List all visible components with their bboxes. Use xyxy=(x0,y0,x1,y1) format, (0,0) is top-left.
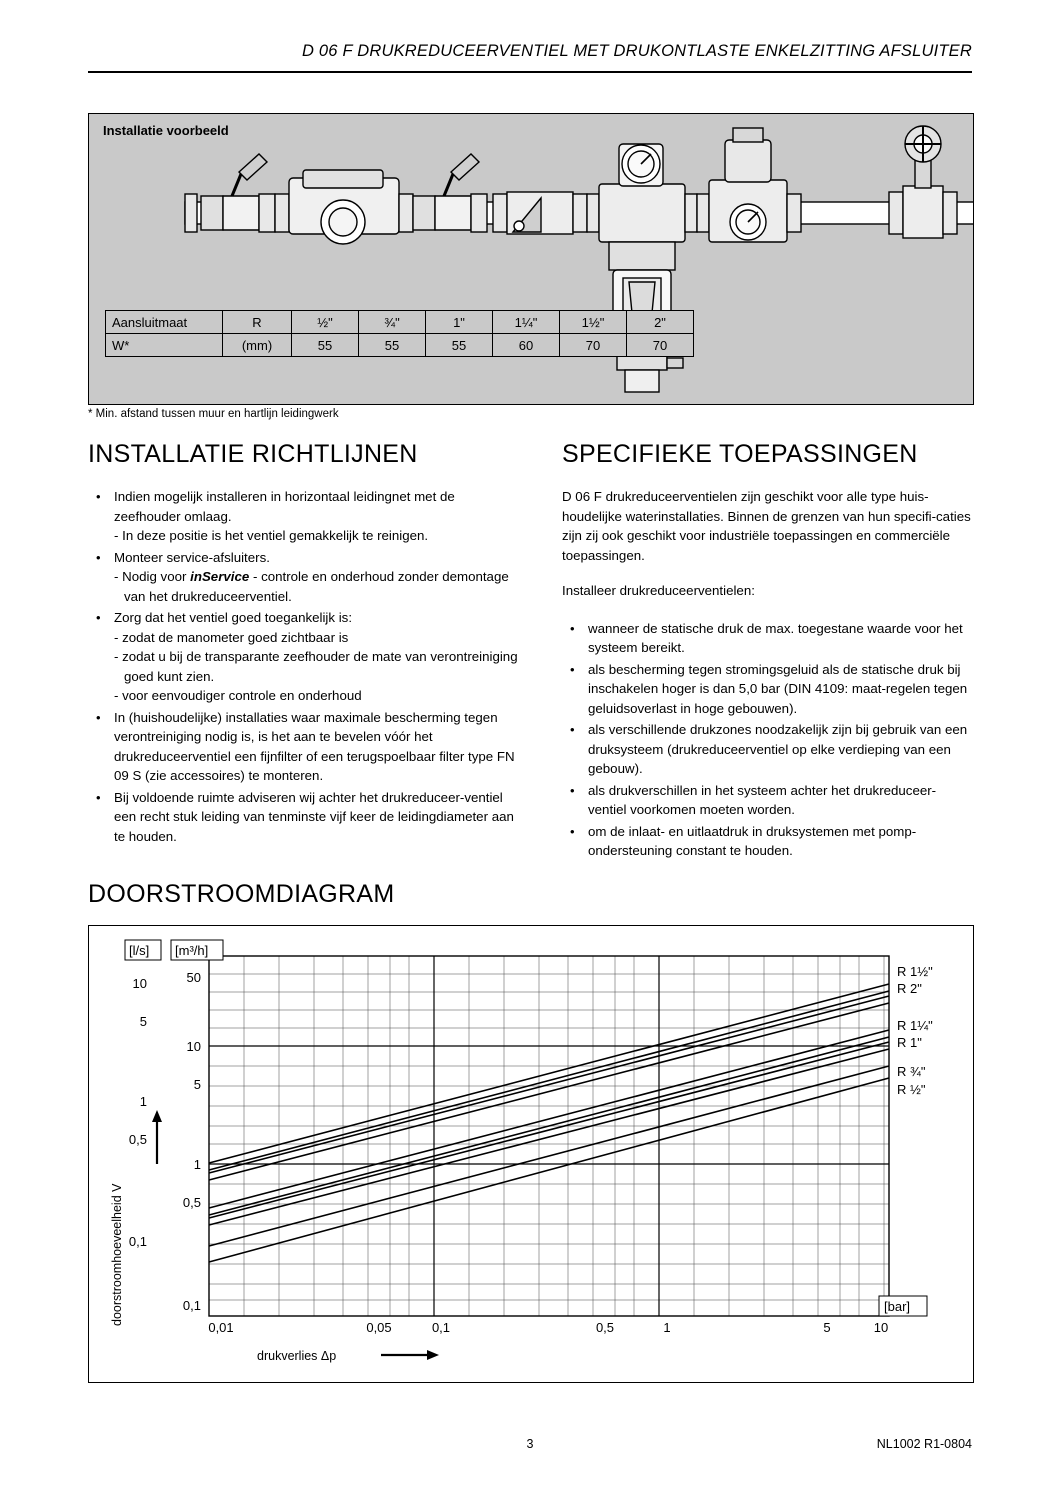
cell: 1" xyxy=(426,311,493,334)
header-title: D 06 F DRUKREDUCEERVENTIEL MET DRUKONTLASTE ENKELZITTING AFSLUITER xyxy=(302,42,972,60)
y-tick-m3h: 10 xyxy=(186,1039,201,1054)
lead-paragraph: Installeer drukreduceerventielen: xyxy=(562,583,755,598)
list-item xyxy=(88,608,518,706)
curve-label: R 1" xyxy=(897,1035,922,1050)
cell: ½" xyxy=(292,311,359,334)
installation-example-title: Installatie voorbeeld xyxy=(103,123,229,138)
header-rule xyxy=(88,71,972,73)
emphasis-inservice: inService xyxy=(190,569,250,584)
x-axis-label: drukverlies Δp xyxy=(257,1349,337,1363)
table-row xyxy=(106,334,694,357)
y-tick-m3h: 1 xyxy=(193,1157,201,1172)
installation-example-box xyxy=(88,113,974,405)
y-tick-ls: 0,1 xyxy=(128,1234,147,1249)
curve-label: R 2" xyxy=(897,981,922,996)
item-main: Monteer service-afsluiters. xyxy=(114,549,270,565)
x-tick: 0,1 xyxy=(431,1320,451,1335)
list-item: • als drukverschillen in het systeem achter het drukreduceer-ventiel voorkomen moeten worden. xyxy=(562,781,974,820)
intro-paragraph: D 06 F drukreduceerventielen zijn geschikt voor alle type huis-houdelijke waterinstallaties. Binnen de grenzen van hun specifi-caties zijn zij ook geschikt voor industriële toepassingen en commerciële toepassingen. xyxy=(562,489,971,563)
cell: 55 xyxy=(292,334,359,357)
list-item xyxy=(88,708,518,786)
section-heading-diagram: DOORSTROOMDIAGRAM xyxy=(88,880,395,908)
x-tick: 10 xyxy=(873,1320,889,1335)
x-axis-unit: [bar] xyxy=(884,1299,911,1314)
item-sub: - Nodig voor inService - controle en onderhoud zonder demontage van het drukreduceerventiel. xyxy=(114,569,509,604)
cell: 60 xyxy=(493,334,560,357)
x-tick: 5 xyxy=(823,1320,831,1335)
y-tick-ls: 5 xyxy=(139,1014,147,1029)
list-item: • als bescherming tegen stromingsgeluid als de statische druk bij inschakelen hoger is dan 5,0 bar (DIN 4109: maat-regelen tegen geluidsoverlast in hoge gebouwen). xyxy=(562,660,974,719)
y-tick-ls: 10 xyxy=(132,976,147,991)
item-main: In (huishoudelijke) installaties waar maximale bescherming tegen verontreiniging nodig is, is het aan te bevelen vóór het drukreduceerventiel een fijnfilter of een terugspoelbaar filter type FN 09 S (zie accessoires) te monteren. xyxy=(114,709,515,783)
item-sub: - zodat u bij de transparante zeefhouder de mate van verontreiniging goed kunt zien. xyxy=(114,649,518,684)
cell: 55 xyxy=(426,334,493,357)
item-sub: - voor eenvoudiger controle en onderhoud xyxy=(114,688,362,703)
y-axis-label: doorstroomhoeveelheid V xyxy=(110,1183,124,1326)
list-item xyxy=(88,487,518,546)
list-item: • wanneer de statische druk de max. toegestane waarde voor het systeem bereikt. xyxy=(562,619,974,658)
curve-label: R 1½" xyxy=(897,964,933,979)
page-header xyxy=(88,42,972,73)
cell: 1½" xyxy=(560,311,627,334)
list-item xyxy=(88,548,518,607)
item-sub: - zodat de manometer goed zichtbaar is xyxy=(114,629,349,645)
x-tick: 0,5 xyxy=(595,1320,615,1335)
section-heading-right: SPECIFIEKE TOEPASSINGEN xyxy=(562,440,918,468)
x-tick: 0,05 xyxy=(366,1320,392,1335)
cell: 70 xyxy=(560,334,627,357)
row-unit: R xyxy=(223,311,292,334)
y-tick-m3h: 5 xyxy=(193,1077,201,1092)
cell: 70 xyxy=(627,334,694,357)
x-tick: 1 xyxy=(663,1320,671,1335)
section-heading-left: INSTALLATIE RICHTLIJNEN xyxy=(88,440,418,468)
item-sub: - In deze positie is het ventiel gemakkelijk te reinigen. xyxy=(114,528,429,543)
y-tick-ls: 1 xyxy=(139,1094,147,1109)
cell: ¾" xyxy=(359,311,426,334)
x-tick: 0,01 xyxy=(208,1320,234,1335)
curve-label: R ½" xyxy=(897,1082,926,1097)
item-main: Indien mogelijk installeren in horizontaal leidingnet met de zeefhouder omlaag. xyxy=(114,489,455,524)
document-code: NL1002 R1-0804 xyxy=(876,1437,972,1451)
row-unit: (mm) xyxy=(223,334,292,357)
list-item: • om de inlaat- en uitlaatdruk in druksystemen met pomp-ondersteuning constant te houden. xyxy=(562,822,974,861)
row-label: Aansluitmaat xyxy=(106,311,223,334)
flow-diagram xyxy=(88,925,974,1383)
cell: 2" xyxy=(627,311,694,334)
y-tick-m3h: 50 xyxy=(186,970,201,985)
curve-label: R ¾" xyxy=(897,1064,926,1079)
cell: 1¼" xyxy=(493,311,560,334)
item-main: Zorg dat het ventiel goed toegankelijk is: xyxy=(114,610,353,625)
y-tick-ls: 0,5 xyxy=(128,1132,147,1147)
section-specific-applications xyxy=(562,440,974,863)
section-installation-guidelines xyxy=(88,440,518,848)
flow-diagram-svg xyxy=(89,926,973,1382)
list-item xyxy=(88,788,518,847)
applications-list xyxy=(562,619,974,861)
installation-footnote: * Min. afstand tussen muur en hartlijn leidingwerk xyxy=(88,408,339,420)
list-item: • als verschillende drukzones noodzakelijk zijn bij gebruik van een druksysteem (drukreduceerventiel op elke verdieping van een gebouw). xyxy=(562,720,974,779)
curve-label: R 1¼" xyxy=(897,1018,933,1033)
installation-schematic xyxy=(89,114,973,404)
item-main: Bij voldoende ruimte adviseren wij achter het drukreduceer-ventiel een recht stuk leiding van tenminste vijf keer de leidingdiameter aan te houden. xyxy=(114,789,514,844)
y-tick-m3h: 0,1 xyxy=(182,1298,201,1313)
y-tick-m3h: 0,5 xyxy=(182,1195,201,1210)
row-label: W* xyxy=(106,334,223,357)
dimension-table xyxy=(105,310,694,357)
table-row xyxy=(106,311,694,334)
y-axis-unit-right: [m³/h] xyxy=(175,943,209,958)
guidelines-list xyxy=(88,487,518,846)
page-number: 3 xyxy=(526,1437,534,1451)
y-axis-unit-left: [l/s] xyxy=(129,943,150,958)
cell: 55 xyxy=(359,334,426,357)
